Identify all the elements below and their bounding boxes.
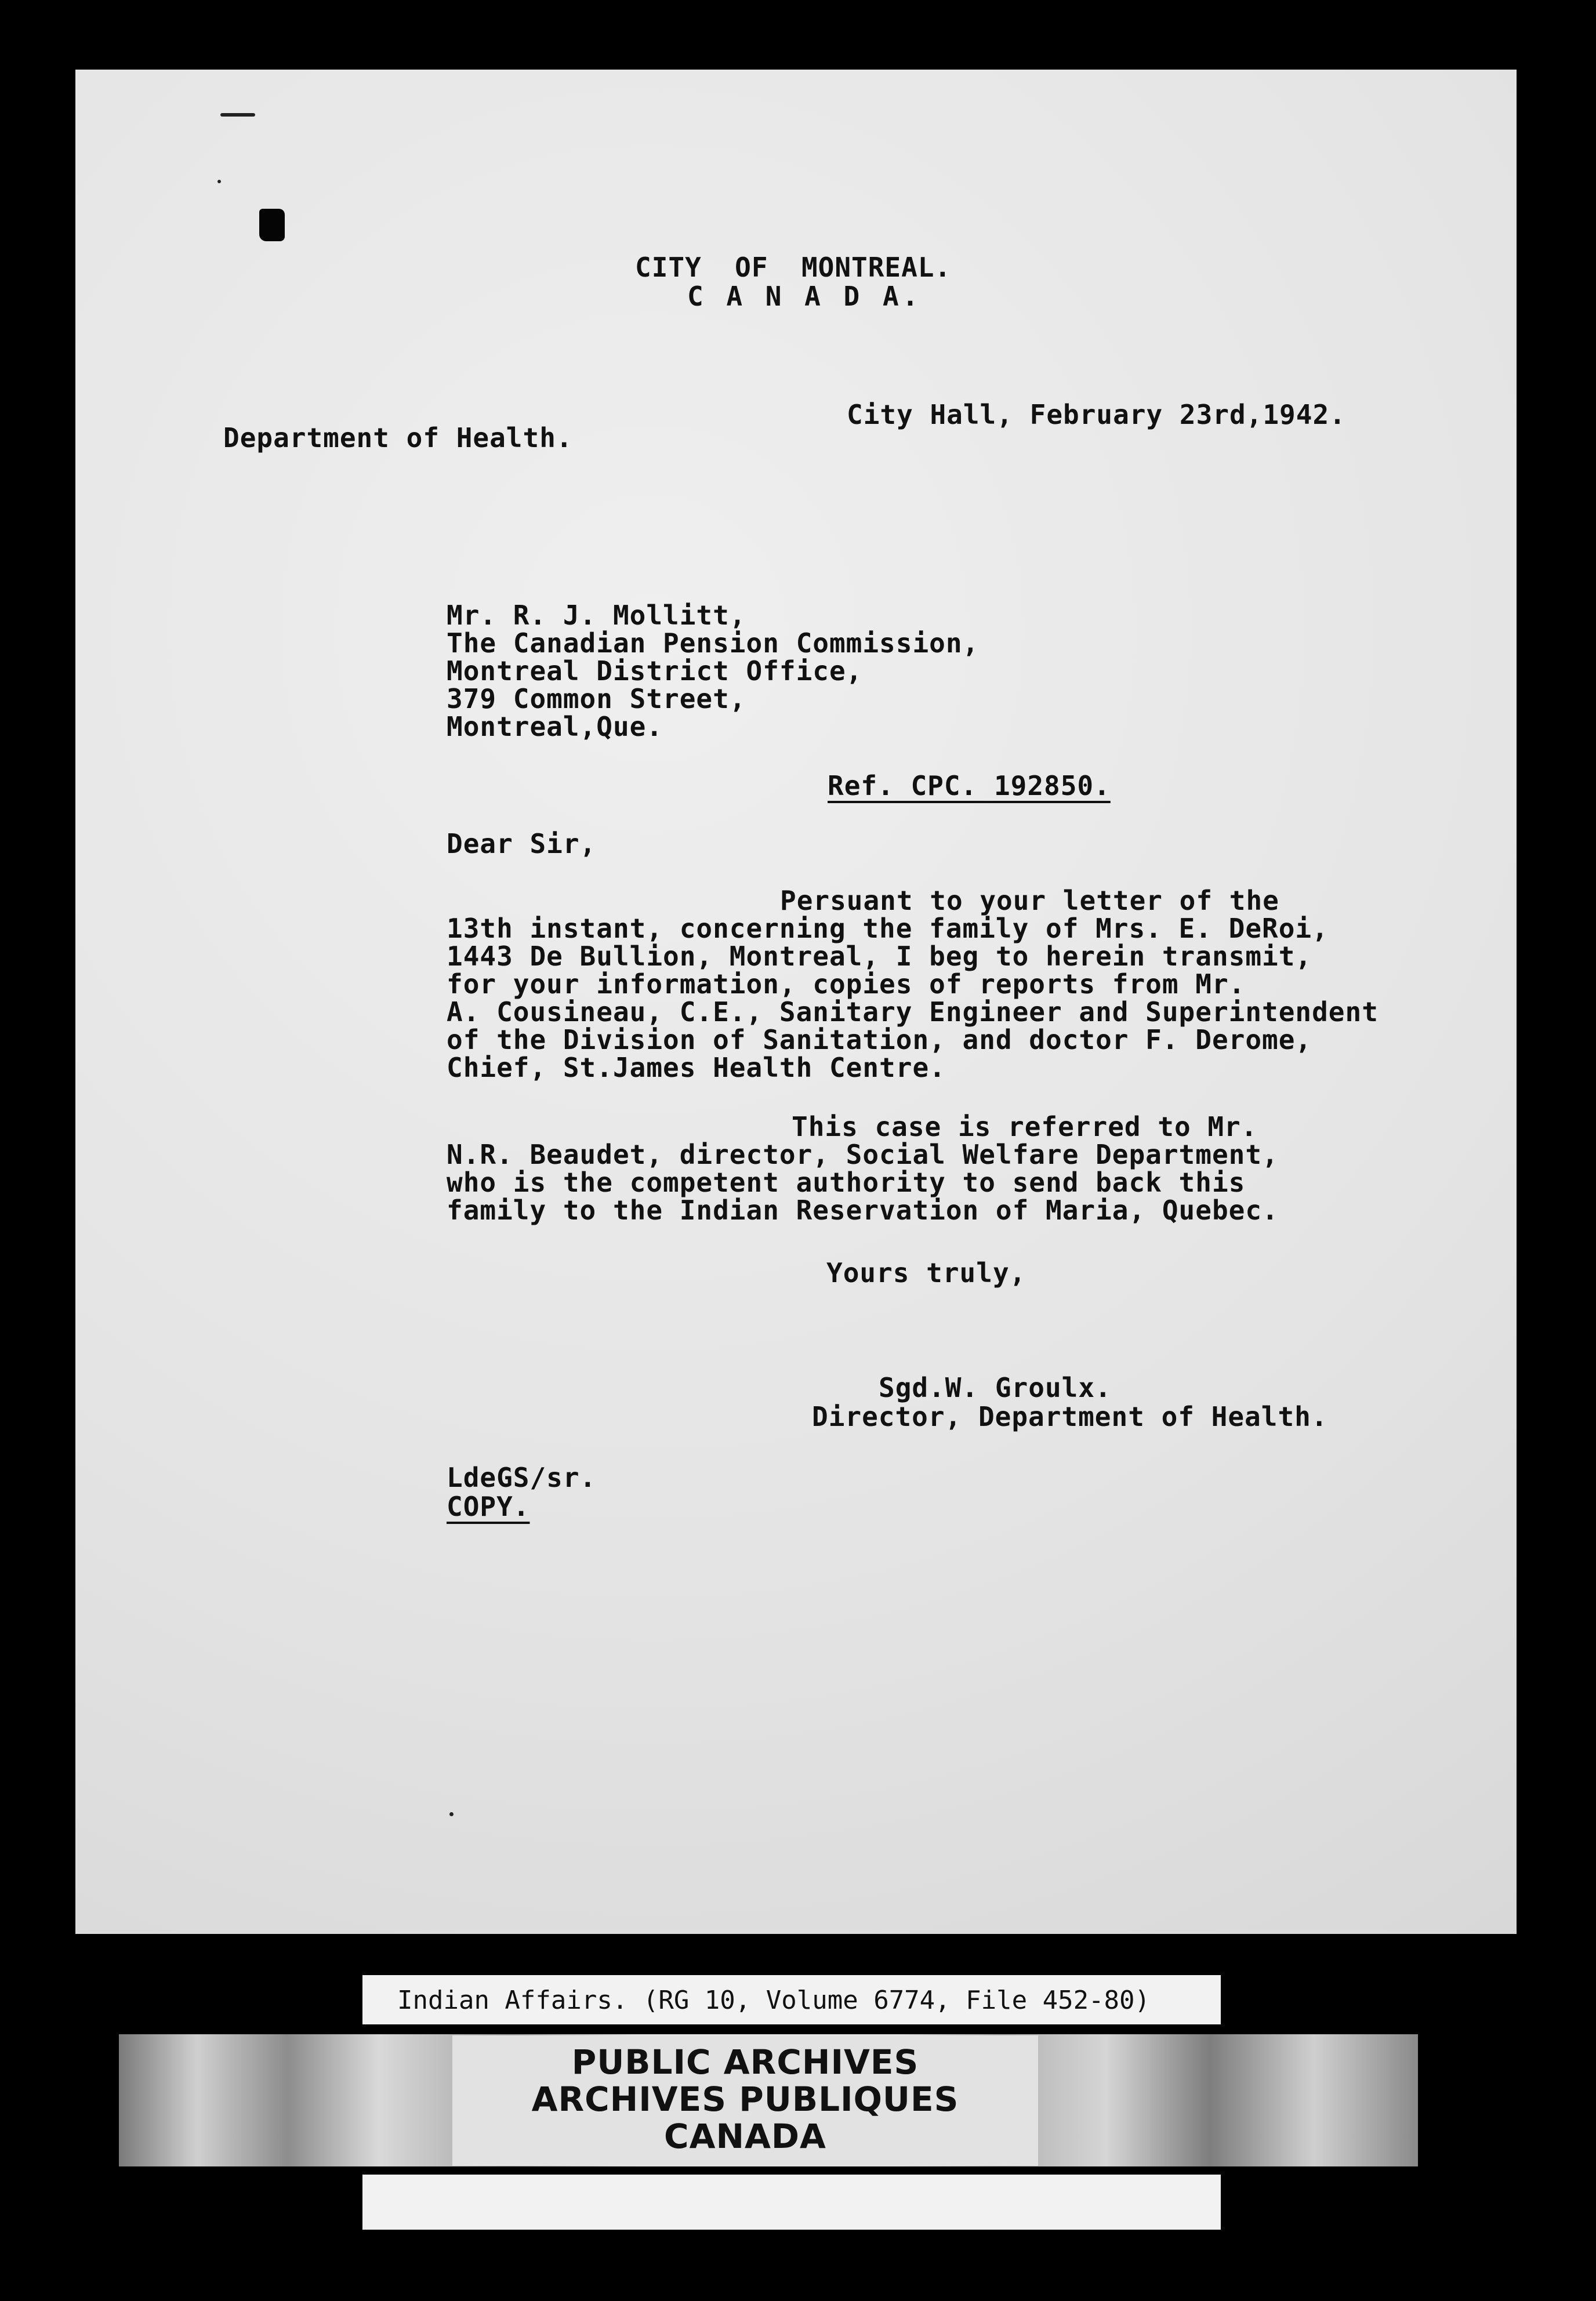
paragraph-line: 1443 De Bullion, Montreal, I beg to herein transmit, — [447, 941, 1312, 972]
punch-hole — [259, 209, 285, 241]
heading-city: CITY OF MONTREAL. — [635, 252, 952, 283]
archives-stamp-line: ARCHIVES PUBLIQUES — [531, 2079, 959, 2119]
signature-title: Director, Department of Health. — [812, 1401, 1328, 1432]
department-line: Department of Health. — [223, 422, 573, 453]
paragraph-line: Chief, St.James Health Centre. — [447, 1052, 946, 1083]
heading-country: C A N A D A. — [687, 281, 922, 312]
page-mark — [220, 113, 255, 117]
address-line: Montreal District Office, — [447, 655, 863, 687]
archives-stamp-line: PUBLIC ARCHIVES — [571, 2042, 919, 2082]
paragraph-line: family to the Indian Reservation of Maria, Quebec. — [447, 1195, 1279, 1226]
archives-stamp-line: CANADA — [664, 2117, 826, 2156]
archive-reference: Indian Affairs. (RG 10, Volume 6774, File 452-80) — [397, 1986, 1151, 2015]
archive-reference-label — [362, 1975, 1221, 2024]
copy-mark: COPY. — [447, 1491, 530, 1522]
page-mark — [449, 1812, 454, 1816]
salutation: Dear Sir, — [447, 828, 597, 859]
paragraph-line: of the Division of Sanitation, and doctor F. Derome, — [447, 1024, 1312, 1055]
paragraph-line: This case is referred to Mr. — [792, 1111, 1258, 1142]
address-line: The Canadian Pension Commission, — [447, 627, 980, 659]
archives-stamp — [452, 2035, 1038, 2166]
page-mark — [217, 180, 221, 183]
paragraph-line: who is the competent authority to send back this — [447, 1167, 1246, 1198]
typist-initials: LdeGS/sr. — [447, 1462, 597, 1493]
reference-line: Ref. CPC. 192850. — [828, 770, 1111, 801]
paragraph-line: 13th instant, concerning the family of Mrs. E. DeRoi, — [447, 913, 1329, 944]
address-line: 379 Common Street, — [447, 683, 746, 714]
address-line: Montreal,Que. — [447, 711, 663, 742]
paragraph-line: N.R. Beaudet, director, Social Welfare Department, — [447, 1139, 1279, 1170]
closing: Yours truly, — [826, 1257, 1026, 1289]
blank-label-strip — [362, 2175, 1221, 2230]
address-line: Mr. R. J. Mollitt, — [447, 600, 746, 631]
letter-page — [75, 70, 1517, 1934]
signature-name: Sgd.W. Groulx. — [879, 1372, 1112, 1403]
date-line: City Hall, February 23rd,1942. — [847, 399, 1346, 430]
paragraph-line: A. Cousineau, C.E., Sanitary Engineer and Superintendent — [447, 996, 1379, 1028]
paragraph-line: for your information, copies of reports from Mr. — [447, 968, 1246, 1000]
paragraph-line: Persuant to your letter of the — [780, 885, 1279, 916]
